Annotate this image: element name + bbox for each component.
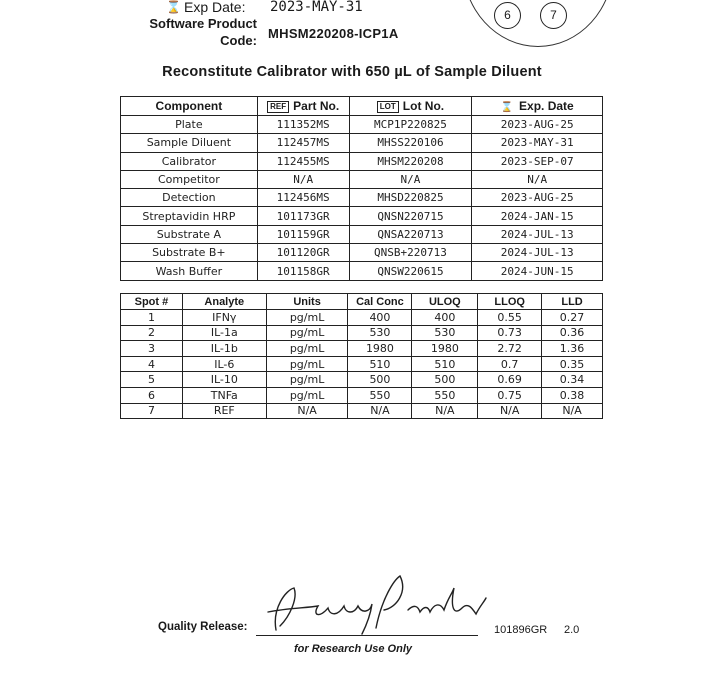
research-use-disclaimer: for Research Use Only <box>294 643 412 655</box>
uloq-cell: 400 <box>412 310 478 326</box>
components-header-row <box>121 97 603 116</box>
component-header: Component <box>121 97 258 116</box>
spot-number-cell: 1 <box>121 310 183 326</box>
spot-row <box>121 356 603 372</box>
lloq-header: LLOQ <box>478 294 542 310</box>
component-name-cell: Detection <box>121 189 258 207</box>
software-code-label <box>120 15 257 49</box>
components-table <box>120 96 603 281</box>
lld-cell: 0.27 <box>542 310 603 326</box>
uloq-cell: 550 <box>412 387 478 403</box>
component-name-cell: Calibrator <box>121 152 258 170</box>
units-cell: pg/mL <box>266 372 348 388</box>
lloq-cell: 0.55 <box>478 310 542 326</box>
lloq-cell: N/A <box>478 403 542 419</box>
exp-date-value: 2023-MAY-31 <box>270 0 363 15</box>
lld-cell: N/A <box>542 403 603 419</box>
document-version: 2.0 <box>564 624 580 636</box>
lloq-cell: 0.7 <box>478 356 542 372</box>
lot-no-header <box>349 97 472 116</box>
lloq-cell: 0.69 <box>478 372 542 388</box>
lld-cell: 0.35 <box>542 356 603 372</box>
part-no-cell: 112455MS <box>257 152 349 170</box>
cal-conc-cell: 500 <box>348 372 412 388</box>
component-row <box>121 152 603 170</box>
lot-no-cell: MCP1P220825 <box>349 116 472 134</box>
part-no-cell: 101159GR <box>257 225 349 243</box>
document-number: 101896GR <box>494 624 548 636</box>
component-row <box>121 262 603 280</box>
spot-number-cell: 2 <box>121 325 183 341</box>
exp-date-cell: 2023-MAY-31 <box>472 134 603 152</box>
spot-header: Spot # <box>121 294 183 310</box>
analyte-cell: REF <box>182 403 266 419</box>
software-code-value: MHSM220208-ICP1A <box>268 26 399 41</box>
cal-conc-cell: 530 <box>348 325 412 341</box>
spot-number-cell: 4 <box>121 356 183 372</box>
exp-date-cell: 2023-SEP-07 <box>472 152 603 170</box>
units-cell: pg/mL <box>266 310 348 326</box>
component-row <box>121 244 603 262</box>
analyte-cell: IL-6 <box>182 356 266 372</box>
spot-number-cell: 6 <box>121 387 183 403</box>
component-name-cell: Substrate A <box>121 225 258 243</box>
cal-conc-header: Cal Conc <box>348 294 412 310</box>
part-no-header-label: Part No. <box>293 99 340 113</box>
part-no-cell: 101158GR <box>257 262 349 280</box>
lot-no-cell: QNSA220713 <box>349 225 472 243</box>
component-row <box>121 225 603 243</box>
spot-row <box>121 310 603 326</box>
part-no-cell: 112457MS <box>257 134 349 152</box>
exp-date-cell: N/A <box>472 170 603 188</box>
part-no-cell: 111352MS <box>257 116 349 134</box>
exp-date-label: Exp Date: <box>184 0 246 15</box>
uloq-cell: 510 <box>412 356 478 372</box>
lot-no-cell: QNSN220715 <box>349 207 472 225</box>
document-title: Reconstitute Calibrator with 650 µL of Sample Diluent <box>162 64 542 80</box>
units-cell: N/A <box>266 403 348 419</box>
component-row <box>121 116 603 134</box>
units-cell: pg/mL <box>266 356 348 372</box>
software-code-label-line1: Software Product <box>149 16 257 31</box>
hourglass-icon: ⌛ <box>500 102 514 113</box>
exp-date-header <box>472 97 603 116</box>
lloq-cell: 0.75 <box>478 387 542 403</box>
cal-conc-cell: N/A <box>348 403 412 419</box>
lot-no-cell: QNSB+220713 <box>349 244 472 262</box>
cal-conc-cell: 400 <box>348 310 412 326</box>
analyte-cell: IL-1a <box>182 325 266 341</box>
exp-date-cell: 2024-JUL-13 <box>472 225 603 243</box>
exp-date-cell: 2024-JUL-13 <box>472 244 603 262</box>
lloq-cell: 2.72 <box>478 341 542 357</box>
exp-date-cell: 2023-AUG-25 <box>472 116 603 134</box>
spots-header-row <box>121 294 603 310</box>
spot-row <box>121 325 603 341</box>
component-name-cell: Wash Buffer <box>121 262 258 280</box>
ref-symbol-icon: REF <box>267 101 289 113</box>
analyte-cell: IL-10 <box>182 372 266 388</box>
exp-date-cell: 2024-JUN-15 <box>472 262 603 280</box>
component-name-cell: Streptavidin HRP <box>121 207 258 225</box>
part-no-cell: 112456MS <box>257 189 349 207</box>
lloq-cell: 0.73 <box>478 325 542 341</box>
component-name-cell: Sample Diluent <box>121 134 258 152</box>
analyte-cell: IL-1b <box>182 341 266 357</box>
spot-row <box>121 387 603 403</box>
spot-row <box>121 372 603 388</box>
lot-no-cell: MHSM220208 <box>349 152 472 170</box>
part-no-cell: 101120GR <box>257 244 349 262</box>
spot-layout-diagram <box>462 0 614 47</box>
uloq-cell: 530 <box>412 325 478 341</box>
component-row <box>121 207 603 225</box>
component-name-cell: Plate <box>121 116 258 134</box>
component-name-cell: Substrate B+ <box>121 244 258 262</box>
analyte-cell: IFNγ <box>182 310 266 326</box>
part-no-header <box>257 97 349 116</box>
units-cell: pg/mL <box>266 325 348 341</box>
lot-no-cell: QNSW220615 <box>349 262 472 280</box>
lot-no-cell: N/A <box>349 170 472 188</box>
lld-cell: 0.34 <box>542 372 603 388</box>
uloq-cell: 1980 <box>412 341 478 357</box>
cal-conc-cell: 510 <box>348 356 412 372</box>
uloq-header: ULOQ <box>412 294 478 310</box>
spot-row <box>121 341 603 357</box>
component-name-cell: Competitor <box>121 170 258 188</box>
component-row <box>121 134 603 152</box>
units-cell: pg/mL <box>266 387 348 403</box>
exp-date-cell: 2023-AUG-25 <box>472 189 603 207</box>
lot-symbol-icon: LOT <box>377 101 399 113</box>
lld-cell: 0.36 <box>542 325 603 341</box>
software-code-label-line2: Code: <box>220 33 257 48</box>
component-row <box>121 189 603 207</box>
spot-number-cell: 7 <box>121 403 183 419</box>
uloq-cell: N/A <box>412 403 478 419</box>
analyte-cell: TNFa <box>182 387 266 403</box>
spots-table <box>120 293 603 419</box>
units-header: Units <box>266 294 348 310</box>
handwritten-signature <box>258 568 490 638</box>
spot-row <box>121 403 603 419</box>
hourglass-icon: ⌛ <box>166 0 181 14</box>
exp-date-header-label: Exp. Date <box>519 99 574 113</box>
spot-circle-7: 7 <box>540 2 567 29</box>
lld-cell: 0.38 <box>542 387 603 403</box>
quality-release-label: Quality Release: <box>158 621 248 633</box>
exp-date-cell: 2024-JAN-15 <box>472 207 603 225</box>
analyte-header: Analyte <box>182 294 266 310</box>
spot-number-cell: 3 <box>121 341 183 357</box>
component-row <box>121 170 603 188</box>
lld-cell: 1.36 <box>542 341 603 357</box>
lot-no-cell: MHSD220825 <box>349 189 472 207</box>
spot-number-cell: 5 <box>121 372 183 388</box>
part-no-cell: N/A <box>257 170 349 188</box>
part-no-cell: 101173GR <box>257 207 349 225</box>
units-cell: pg/mL <box>266 341 348 357</box>
uloq-cell: 500 <box>412 372 478 388</box>
cal-conc-cell: 550 <box>348 387 412 403</box>
cal-conc-cell: 1980 <box>348 341 412 357</box>
lot-no-header-label: Lot No. <box>402 99 445 113</box>
spot-circle-6: 6 <box>494 2 521 29</box>
lld-header: LLD <box>542 294 603 310</box>
lot-no-cell: MHSS220106 <box>349 134 472 152</box>
